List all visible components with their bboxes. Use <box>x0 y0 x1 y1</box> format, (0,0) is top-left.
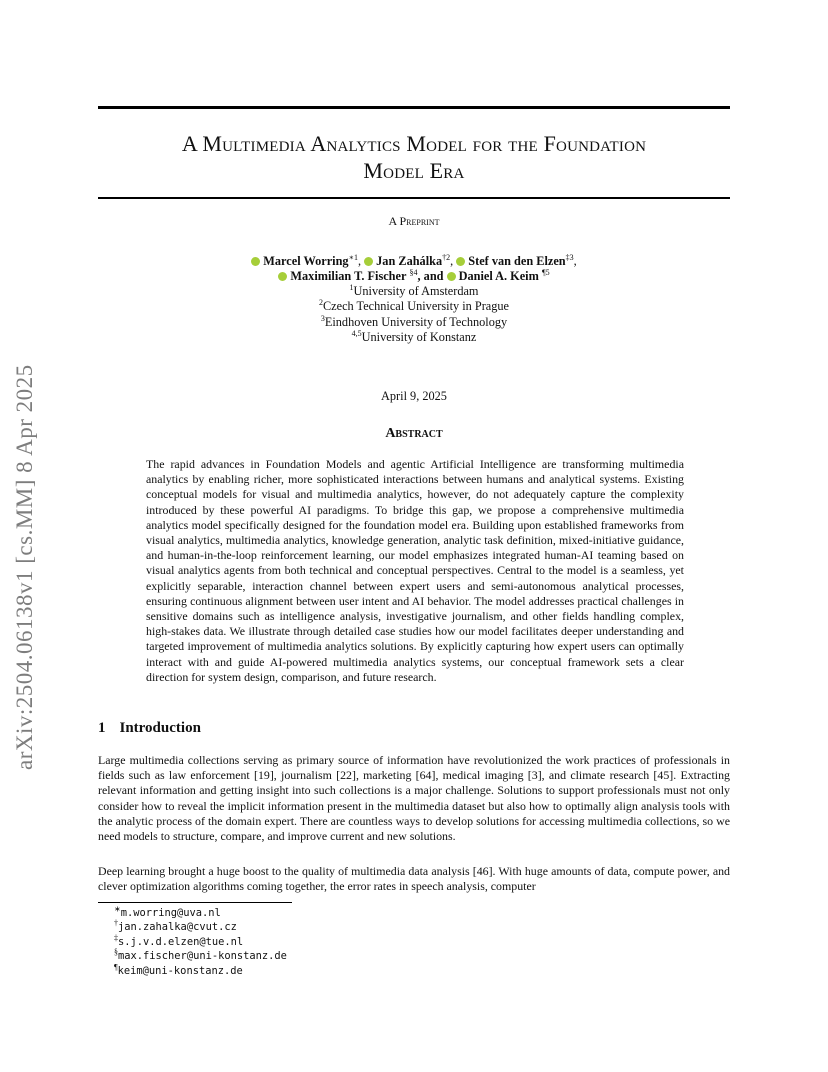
arxiv-sidebar-stamp: arXiv:2504.06138v1 [cs.MM] 8 Apr 2025 <box>12 364 37 770</box>
author-list: Marcel Worring$^{∗1}$, Jan Zahálka$^{\dagger 2}$, Stef van den Elzen$^{\ddagger 3}$, Maximilian T. Fischer $^{\S 4}$, and Daniel A. Keim $^{\P 5}$ <box>98 254 730 284</box>
affiliation-list <box>98 284 730 346</box>
author-name: Maximilian T. Fischer <box>290 269 407 283</box>
affiliation: $^1$University of Amsterdam <box>349 282 479 298</box>
orcid-icon[interactable] <box>278 272 287 281</box>
title-line-2: Model Era <box>363 158 465 183</box>
author-name: Marcel Worring <box>263 254 349 268</box>
section-title: Introduction <box>119 720 201 736</box>
publication-date: April 9, 2025 <box>381 389 447 403</box>
footnote[interactable]: §max.fischer@uni-konstanz.de <box>114 947 287 963</box>
orcid-icon[interactable] <box>447 272 456 281</box>
author-mark: †2 <box>442 252 451 262</box>
author-mark: §4 <box>409 267 418 277</box>
title-bottom-rule <box>98 197 730 199</box>
orcid-icon[interactable] <box>364 257 373 266</box>
intro-paragraph-2: Deep learning brought a huge boost to the quality of multimedia data analysis [46]. With huge amounts of data, compute power, and clever optimization algorithms coming together, the error rates in speech analysis, computer <box>98 864 730 894</box>
section-number: 1 <box>98 720 106 736</box>
title-line-1: A Multimedia Analytics Model for the Foundation <box>181 131 647 156</box>
author-mark: ∗1 <box>348 252 358 262</box>
preprint-label: A Preprint <box>388 214 440 228</box>
author-and: , and <box>417 269 444 283</box>
footnote[interactable]: ¶keim@uni-konstanz.de <box>114 962 243 977</box>
author-name: Daniel A. Keim <box>458 269 539 283</box>
author-name: Jan Zahálka <box>376 254 443 268</box>
intro-paragraph-1: Large multimedia collections serving as primary source of information have revolutionized the work practices of professionals in fields such as law enforcement [19], journalism [22], marketing [64], medical imaging [3], and climate research [45]. Extracting relevant information and getting insight into such collections is a major challenge. Solutions to support professionals must not only consider how to reveal the implicit information present in the multimedia dataset but also how to optimally align analysis tools with the analytic process of the domain expert. There are countless ways to develop solutions for accessing multimedia collections, so we need models to structure, compare, and improve current and new solutions. <box>98 753 730 844</box>
orcid-icon[interactable] <box>251 257 260 266</box>
author-name: Stef van den Elzen <box>468 254 566 268</box>
affiliation: $^3$Eindhoven University of Technology <box>320 313 508 329</box>
paper-title <box>98 130 730 184</box>
footnote[interactable]: †jan.zahalka@cvut.cz <box>114 918 237 934</box>
affiliation: $^{4,5}$University of Konstanz <box>351 329 477 345</box>
footnotes <box>114 906 287 978</box>
orcid-icon[interactable] <box>456 257 465 266</box>
abstract-heading: Abstract <box>385 426 443 441</box>
footnote-rule <box>98 902 292 903</box>
author-mark: ‡3 <box>565 252 574 262</box>
footnote[interactable]: ‡s.j.v.d.elzen@tue.nl <box>114 933 244 948</box>
footnote[interactable]: ∗m.worring@uva.nl <box>114 904 221 919</box>
author-mark: ¶5 <box>541 267 550 277</box>
title-top-rule <box>98 106 730 109</box>
affiliation: $^2$Czech Technical University in Prague <box>318 298 510 314</box>
section-heading <box>98 720 201 737</box>
abstract-text: The rapid advances in Foundation Models and agentic Artificial Intelligence are transforming multimedia analytics by enabling richer, more sophisticated interactions between humans and analytical systems. Existing conceptual models for visual and multimedia analytics, however, do not adequately capture the complexity introduced by these powerful AI paradigms. To bridge this gap, we propose a comprehensive multimedia analytics model specifically designed for the foundation model era. Building upon established frameworks from visual analytics, multimedia analytics, knowledge generation, analytic task definition, mixed-initiative guidance, and human-in-the-loop reinforcement learning, our model emphasizes integrated human-AI teaming based on visual analytics agents from both technical and conceptual perspectives. Central to the model is a seamless, yet explicitly separable, interaction channel between expert users and semi-autonomous analytical processes, ensuring continuous alignment between user intent and AI behavior. The model addresses practical challenges in sensitive domains such as intelligence analysis, investigative journalism, and other fields handling complex, high-stakes data. We illustrate through detailed case studies how our model facilitates deeper understanding and targeted improvement of multimedia analytics solutions. By explicitly capturing how expert users can optimally interact with and guide AI-powered multimedia analytics systems, our conceptual framework sets a clear direction for system design, comparison, and future research. <box>146 457 684 684</box>
